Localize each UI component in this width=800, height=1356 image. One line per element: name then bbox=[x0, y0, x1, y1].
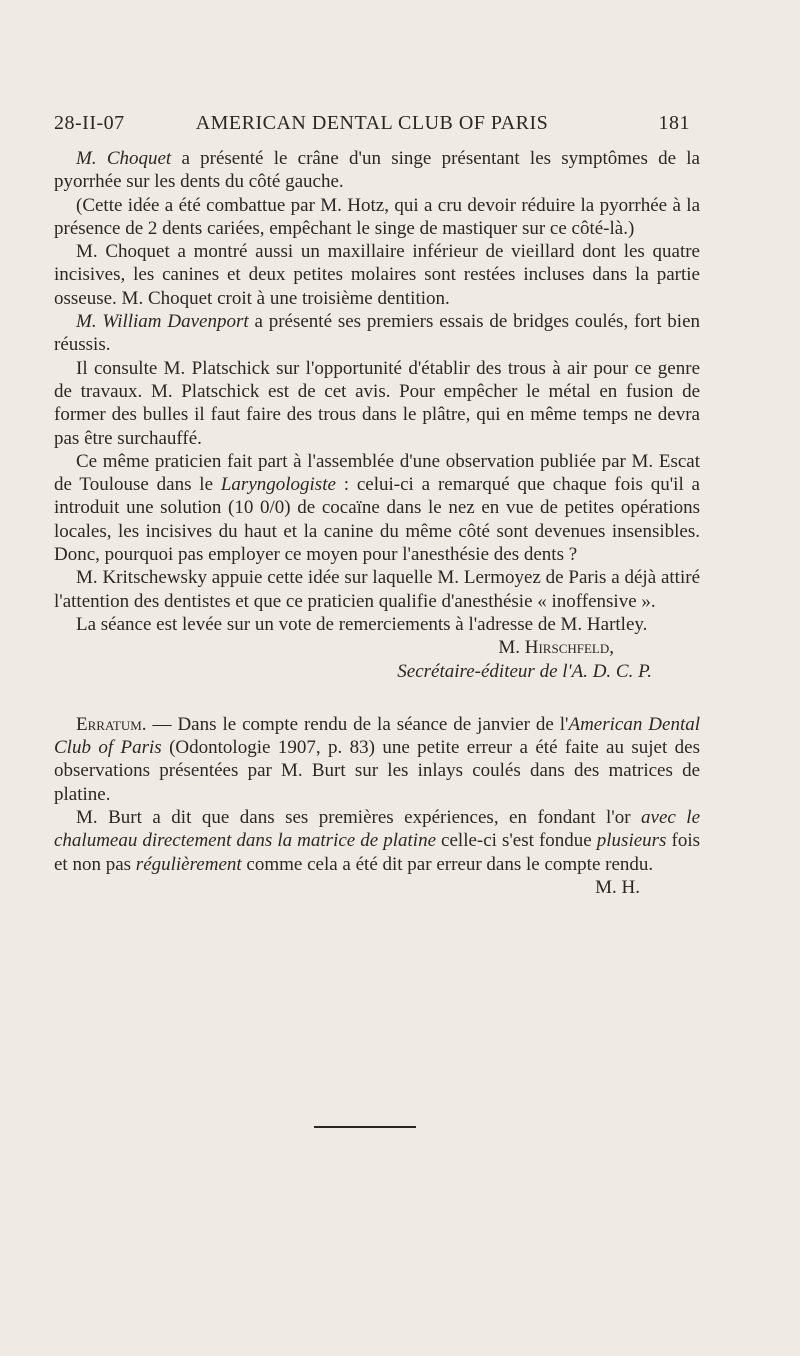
paragraph-text: M. Burt a dit que dans ses premières expériences, en fondant l'or bbox=[76, 807, 642, 829]
header-date: 28-II-07 bbox=[54, 112, 125, 134]
speaker-name: M. William Davenport bbox=[76, 311, 249, 333]
paragraph-escat bbox=[54, 450, 700, 566]
page-number: 181 bbox=[658, 112, 690, 134]
paragraph-text: a présenté ses premiers essais de bridges coulés, fort bien réussis. bbox=[54, 311, 700, 356]
speaker-name: M. Choquet bbox=[76, 148, 172, 169]
paragraph-text: a présenté le crâne d'un singe présentant les symptômes de la pyorrhée sur les dents du côté gauche. bbox=[54, 148, 700, 193]
section-end-rule bbox=[314, 1126, 416, 1128]
paragraph-text: fois et non pas bbox=[54, 830, 700, 875]
closing-initials: M. H. bbox=[595, 876, 640, 898]
paragraph-closing: La séance est levée sur un vote de remerciements à l'adresse de M. Hartley. bbox=[76, 613, 648, 635]
paragraph-davenport bbox=[54, 310, 700, 357]
paragraph-text: comme cela a été dit par erreur dans le compte rendu. bbox=[241, 853, 654, 875]
signature-title: Secrétaire-éditeur de l'A. D. C. P. bbox=[397, 660, 652, 682]
signature-name: M. Hirschfeld, bbox=[498, 637, 614, 659]
paragraph-text: celle-ci s'est fondue bbox=[436, 830, 597, 852]
journal-name: Laryngologiste bbox=[220, 474, 336, 496]
paragraph-kritschewsky: M. Kritschewsky appuie cette idée sur laquelle M. Lermoyez de Paris a déjà attiré l'attention des dentistes et que ce praticien qualifie d'anesthésie « inoffensive ». bbox=[54, 567, 700, 612]
running-header bbox=[54, 112, 690, 142]
emphasis-text: avec le chalumeau directement dans la matrice de platine bbox=[54, 807, 701, 852]
club-name: American Dental Club of Paris bbox=[54, 713, 700, 759]
paragraph-text: (Odontologie 1907, p. 83) une petite erreur a été faite au sujet des observations présentées par M. Burt sur les inlays coulés dans des matrices de platine. bbox=[54, 737, 700, 805]
article-body bbox=[54, 147, 700, 899]
paragraph-platschick: Il consulte M. Platschick sur l'opportunité d'établir des trous à air pour ce genre de travaux. M. Platschick est de cet avis. Pour empêcher le métal en fusion de former des bulles il faut faire des trous dans le plâtre, qui en même temps ne devra pas être surchauffé. bbox=[54, 357, 700, 449]
paragraph-text: Ce même praticien fait part à l'assemblée d'une observation publiée par M. Escat de Toulouse dans le bbox=[54, 450, 700, 496]
paragraph-text: : celui-ci a remarqué que chaque fois qu'il a introduit une solution (10 0/0) de cocaïne dans le nez en vue de petites opérations locales, les incisives du haut et la canine du même côté sont devenues insensibles. Donc, pourquoi pas employer ce moyen pour l'anesthésie des dents ? bbox=[54, 474, 700, 566]
emphasis-text: régulièrement bbox=[135, 853, 242, 875]
header-title: AMERICAN DENTAL CLUB OF PARIS bbox=[195, 112, 549, 134]
paragraph-choquet-maxillary: M. Choquet a montré aussi un maxillaire inférieur de vieillard dont les quatre incisives, les canines et deux petites molaires sont restées incluses dans la partie osseuse. M. Choquet croit à une troisième dentition. bbox=[54, 241, 700, 309]
paragraph-hotz-objection: (Cette idée a été combattue par M. Hotz, qui a cru devoir réduire la pyorrhée à la présence de 2 dents cariées, empêchant le singe de mastiquer sur ce côté-là.) bbox=[54, 194, 700, 239]
paragraph-choquet-skull bbox=[54, 147, 700, 194]
erratum-label: Erratum. bbox=[76, 713, 147, 735]
emphasis-text: plusieurs bbox=[596, 830, 667, 852]
paragraph-text: — Dans le compte rendu de la séance de janvier de l' bbox=[146, 713, 569, 735]
erratum-correction bbox=[54, 806, 700, 876]
erratum-paragraph bbox=[54, 713, 700, 806]
